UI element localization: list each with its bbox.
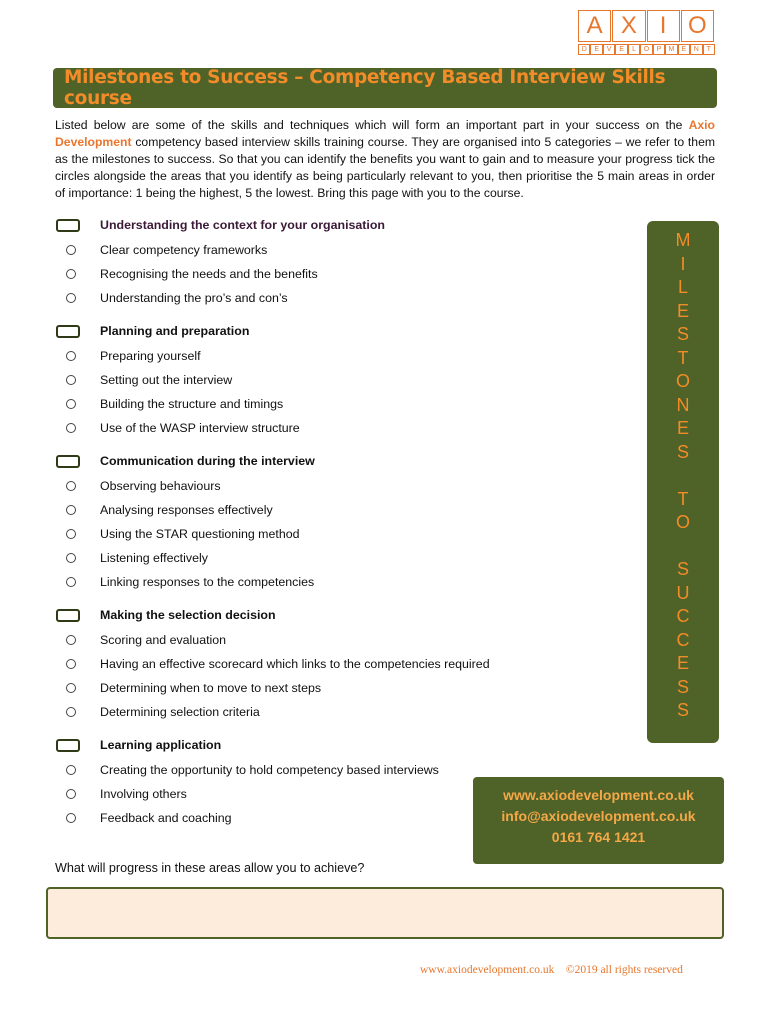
- list-item: [56, 286, 616, 310]
- tick-circle[interactable]: [66, 351, 76, 361]
- logo-sub-letter: E: [590, 44, 602, 55]
- vertical-letter: S: [676, 324, 689, 344]
- item-label: Understanding the pro’s and con’s: [100, 291, 288, 305]
- list-item: [56, 700, 616, 724]
- milestones-vertical-panel: [647, 221, 719, 743]
- section-header: [56, 732, 616, 758]
- item-label: Analysing responses effectively: [100, 503, 273, 517]
- vertical-letter: M: [675, 230, 691, 250]
- vertical-letter: L: [677, 277, 688, 297]
- tick-circle[interactable]: [66, 481, 76, 491]
- priority-box[interactable]: [56, 739, 80, 752]
- milestone-section: [56, 448, 616, 594]
- logo-sub-letter: V: [603, 44, 615, 55]
- logo-letter: A: [578, 10, 611, 42]
- logo-letters: [578, 10, 715, 42]
- list-item: [56, 262, 616, 286]
- item-label: Preparing yourself: [100, 349, 201, 363]
- tick-circle[interactable]: [66, 765, 76, 775]
- vertical-letter: S: [676, 559, 689, 579]
- tick-circle[interactable]: [66, 813, 76, 823]
- list-item: [56, 368, 616, 392]
- intro-brand: Axio Development: [55, 118, 715, 149]
- logo-sub-letter: E: [615, 44, 627, 55]
- footer-text: www.axiodevelopment.co.uk ©2019 all rights reserved: [420, 964, 683, 976]
- vertical-letter: C: [676, 606, 690, 626]
- tick-circle[interactable]: [66, 683, 76, 693]
- vertical-letter: [647, 464, 719, 488]
- item-label: Creating the opportunity to hold competency based interviews: [100, 763, 439, 777]
- list-item: [56, 522, 616, 546]
- vertical-letter: E: [676, 418, 689, 438]
- logo-sub-letter: L: [628, 44, 640, 55]
- list-item: [56, 498, 616, 522]
- vertical-letter: T: [677, 347, 689, 368]
- item-label: Linking responses to the competencies: [100, 575, 315, 589]
- contact-phone: 0161 764 1421: [551, 829, 646, 845]
- tick-circle[interactable]: [66, 375, 76, 385]
- list-item: [56, 416, 616, 440]
- logo-sub-letter: T: [703, 44, 715, 55]
- item-label: Involving others: [100, 787, 187, 801]
- section-title: Understanding the context for your organisation: [100, 218, 386, 232]
- list-item: [56, 652, 616, 676]
- vertical-letter: [647, 535, 719, 559]
- milestone-sections: [56, 212, 616, 830]
- logo-letter: X: [612, 10, 645, 42]
- vertical-letter: S: [676, 441, 689, 462]
- tick-circle[interactable]: [66, 293, 76, 303]
- section-title: Making the selection decision: [100, 608, 276, 622]
- vertical-letter: O: [675, 371, 690, 391]
- answer-box[interactable]: [46, 887, 724, 939]
- priority-box[interactable]: [56, 609, 80, 622]
- list-item: [56, 546, 616, 570]
- item-label: Scoring and evaluation: [100, 633, 227, 647]
- item-label: Listening effectively: [100, 551, 208, 565]
- priority-box[interactable]: [56, 455, 80, 468]
- tick-circle[interactable]: [66, 659, 76, 669]
- vertical-letter: S: [676, 700, 689, 720]
- logo-sub-letter: E: [678, 44, 690, 55]
- axio-logo: [578, 10, 715, 55]
- milestone-section: [56, 602, 616, 724]
- vertical-letter: I: [680, 253, 686, 274]
- logo-sub-letter: M: [665, 44, 677, 55]
- tick-circle[interactable]: [66, 635, 76, 645]
- logo-sub-letter: D: [578, 44, 590, 55]
- item-label: Determining when to move to next steps: [100, 681, 322, 695]
- vertical-letter: C: [676, 629, 690, 650]
- list-item: [56, 238, 616, 262]
- priority-box[interactable]: [56, 219, 80, 232]
- intro-text-1: Listed below are some of the skills and techniques which will form an important part in your success on the: [55, 118, 689, 132]
- tick-circle[interactable]: [66, 399, 76, 409]
- question-text: What will progress in these areas allow you to achieve?: [55, 861, 365, 875]
- vertical-letter: E: [676, 300, 689, 321]
- item-label: Determining selection criteria: [100, 705, 260, 719]
- item-label: Using the STAR questioning method: [100, 527, 300, 541]
- priority-box[interactable]: [56, 325, 80, 338]
- vertical-letter: T: [677, 488, 689, 509]
- tick-circle[interactable]: [66, 269, 76, 279]
- tick-circle[interactable]: [66, 423, 76, 433]
- contact-box: [473, 777, 724, 864]
- page-title: Milestones to Success – Competency Based Interview Skills course: [64, 67, 666, 109]
- logo-letter: I: [647, 10, 680, 42]
- milestone-section: [56, 318, 616, 440]
- logo-subtitle: [578, 44, 715, 55]
- vertical-letter: U: [676, 582, 690, 603]
- item-label: Observing behaviours: [100, 479, 221, 493]
- list-item: [56, 628, 616, 652]
- vertical-letter: E: [676, 653, 689, 673]
- contact-email[interactable]: info@axiodevelopment.co.uk: [501, 808, 696, 824]
- section-header: [56, 602, 616, 628]
- item-label: Recognising the needs and the benefits: [100, 267, 318, 281]
- section-title: Communication during the interview: [100, 454, 315, 468]
- section-header: [56, 448, 616, 474]
- tick-circle[interactable]: [66, 505, 76, 515]
- milestone-section: [56, 212, 616, 310]
- vertical-letter: N: [676, 394, 690, 415]
- vertical-letter: O: [675, 512, 690, 532]
- tick-circle[interactable]: [66, 577, 76, 587]
- logo-letter: O: [681, 10, 714, 42]
- tick-circle[interactable]: [66, 529, 76, 539]
- tick-circle[interactable]: [66, 707, 76, 717]
- list-item: [56, 676, 616, 700]
- list-item: [56, 392, 616, 416]
- list-item: [56, 344, 616, 368]
- item-label: Building the structure and timings: [100, 397, 284, 411]
- contact-website[interactable]: www.axiodevelopment.co.uk: [503, 787, 694, 803]
- logo-sub-letter: P: [653, 44, 665, 55]
- logo-sub-letter: N: [690, 44, 702, 55]
- tick-circle[interactable]: [66, 245, 76, 255]
- vertical-letter: S: [676, 676, 689, 697]
- item-label: Having an effective scorecard which links to the competencies required: [100, 657, 490, 671]
- intro-text-2: competency based interview skills training course. They are organised into 5 categories – we refer to them as the milestones to success. So that you can identify the benefits you want to gain and to measure your progress tick the circles alongside the areas that you identify as being particularly relevant to you, then prioritise the 5 main areas in order of importance: 1 being the highest, 5 the lowest. Bring this page with you to the course.: [55, 135, 715, 200]
- title-banner: [53, 68, 717, 108]
- list-item: [56, 474, 616, 498]
- section-title: Learning application: [100, 738, 222, 752]
- section-header: [56, 212, 616, 238]
- logo-sub-letter: O: [640, 44, 652, 55]
- tick-circle[interactable]: [66, 789, 76, 799]
- item-label: Use of the WASP interview structure: [100, 421, 300, 435]
- section-title: Planning and preparation: [100, 324, 250, 338]
- item-label: Setting out the interview: [100, 373, 233, 387]
- section-header: [56, 318, 616, 344]
- intro-paragraph: [55, 117, 715, 202]
- list-item: [56, 570, 616, 594]
- tick-circle[interactable]: [66, 553, 76, 563]
- item-label: Feedback and coaching: [100, 811, 232, 825]
- item-label: Clear competency frameworks: [100, 243, 268, 257]
